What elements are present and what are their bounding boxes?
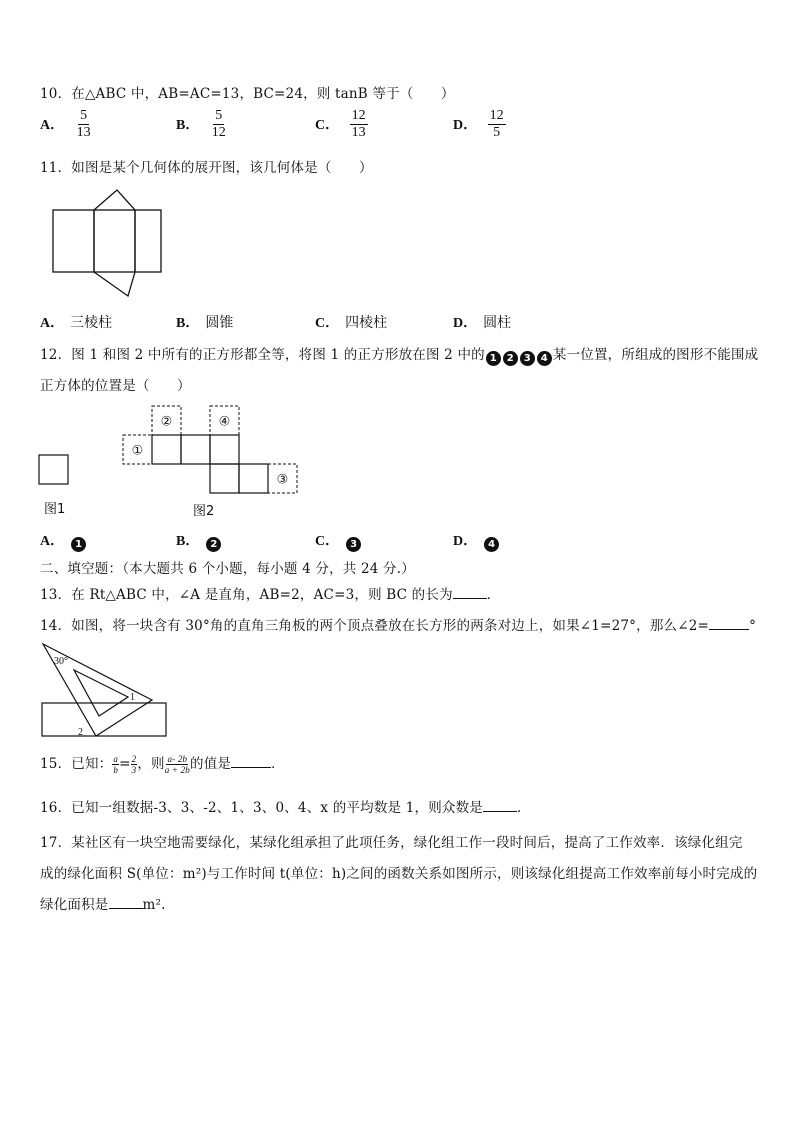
net-bottom-triangle bbox=[94, 272, 135, 296]
q11-stem: 11．如图是某个几何体的展开图，该几何体是（ ） bbox=[40, 160, 373, 176]
q14-answer-blank[interactable] bbox=[709, 617, 749, 630]
circled-3: 3 bbox=[520, 351, 535, 366]
net-right-rect bbox=[135, 210, 161, 272]
q15: 15．已知： $\frac{a}{b}$ = $\frac{2}{3}$ ，则 $\frac{a- 2b}{a + 2b}$ 的值是 ． bbox=[40, 754, 285, 775]
net-middle-rect bbox=[94, 210, 135, 272]
triangle-inner bbox=[74, 670, 128, 716]
q10-a-fraction: $\frac{5}{13}$ bbox=[76, 108, 91, 140]
fig-mark-3: ③ bbox=[276, 472, 289, 488]
q16: 16．已知一组数据-3、3、-2、1、3、0、4、x 的平均数是 1，则众数是 ． bbox=[40, 800, 531, 816]
net-left-rect bbox=[53, 210, 94, 272]
q15-frac-2-3: $\frac{2}{3}$ bbox=[131, 754, 137, 775]
q17-answer-blank[interactable] bbox=[109, 896, 143, 909]
fig-mark-1: ① bbox=[131, 443, 144, 459]
q17-line2: 成的绿化面积 S(单位：m²)与工作时间 t(单位：h)之间的函数关系如图所示，则该绿化组提高工作效率前每小时完成的 bbox=[40, 866, 758, 882]
q14: 14．如图，将一块含有 30°角的直角三角板的两个顶点叠放在长方形的两条对边上，如果∠1=27°，那么∠2= ° bbox=[40, 618, 757, 634]
q10-option-a[interactable]: A． $\frac{5}{13}$ bbox=[40, 108, 91, 140]
q12-stem-line1: 12．图 1 和图 2 中所有的正方形都全等，将图 1 的正方形放在图 2 中的 1 2 3 4 某一位置，所组成的图形不能围成 bbox=[40, 347, 759, 364]
circled-4: 4 bbox=[537, 351, 552, 366]
circled-2: 2 bbox=[503, 351, 518, 366]
q13-answer-blank[interactable] bbox=[453, 586, 487, 599]
q15-answer-blank[interactable] bbox=[231, 755, 271, 768]
q12-option-b[interactable]: B． 2 bbox=[176, 530, 222, 552]
fig2-label: 图2 bbox=[193, 504, 215, 519]
angle-2-label: 2 bbox=[78, 727, 83, 738]
q12-stem-line2: 正方体的位置是（ ） bbox=[40, 378, 191, 394]
q16-answer-blank[interactable] bbox=[483, 799, 517, 812]
q14-triangle-figure bbox=[40, 642, 170, 740]
q12-option-d[interactable]: D． 4 bbox=[453, 530, 500, 552]
q12-option-a[interactable]: A． 1 bbox=[40, 530, 87, 552]
q15-frac-a-b: $\frac{a}{b}$ bbox=[113, 754, 119, 775]
q15-frac-expr: $\frac{a- 2b}{a + 2b}$ bbox=[164, 754, 190, 775]
angle-30-label: 30° bbox=[54, 656, 68, 667]
angle-1-label: 1 bbox=[130, 692, 135, 703]
fig-mark-4: ④ bbox=[218, 414, 231, 430]
q10-option-b[interactable]: B． $\frac{5}{12}$ bbox=[176, 108, 226, 140]
section2-heading: 二、填空题：（本大题共 6 个小题，每小题 4 分，共 24 分.） bbox=[40, 561, 415, 577]
q12-figure2 bbox=[120, 404, 300, 496]
q11-option-a[interactable]: A． 三棱柱 bbox=[40, 315, 113, 331]
q17-line1: 17．某社区有一块空地需要绿化，某绿化组承担了此项任务，绿化组工作一段时间后，提高了工作效率．该绿化组完 bbox=[40, 835, 743, 851]
q10-c-fraction: $\frac{12}{13}$ bbox=[351, 108, 366, 140]
q10-d-fraction: $\frac{12}{5}$ bbox=[489, 108, 504, 140]
q11-net-figure bbox=[50, 188, 166, 300]
q10-stem: 10．在△ABC 中，AB=AC=13，BC=24，则 tanB 等于（ ） bbox=[40, 86, 455, 102]
q13: 13．在 Rt△ABC 中，∠A 是直角，AB=2，AC=3，则 BC 的长为 ． bbox=[40, 587, 501, 603]
q10-b-fraction: $\frac{5}{12}$ bbox=[211, 108, 226, 140]
q11-option-c[interactable]: C． 四棱柱 bbox=[315, 315, 388, 331]
q12-figure1 bbox=[38, 454, 70, 486]
q11-option-b[interactable]: B． 圆锥 bbox=[176, 315, 234, 331]
circled-1: 1 bbox=[486, 351, 501, 366]
q10-option-d[interactable]: D． $\frac{12}{5}$ bbox=[453, 108, 504, 140]
net-top-triangle bbox=[94, 190, 135, 210]
q12-option-c[interactable]: C． 3 bbox=[315, 530, 362, 552]
q17-line3: 绿化面积是 m². bbox=[40, 897, 166, 913]
fig1-label: 图1 bbox=[44, 502, 66, 517]
q11-option-d[interactable]: D． 圆柱 bbox=[453, 315, 512, 331]
q10-option-c[interactable]: C． $\frac{12}{13}$ bbox=[315, 108, 366, 140]
fig-mark-2: ② bbox=[160, 414, 173, 430]
